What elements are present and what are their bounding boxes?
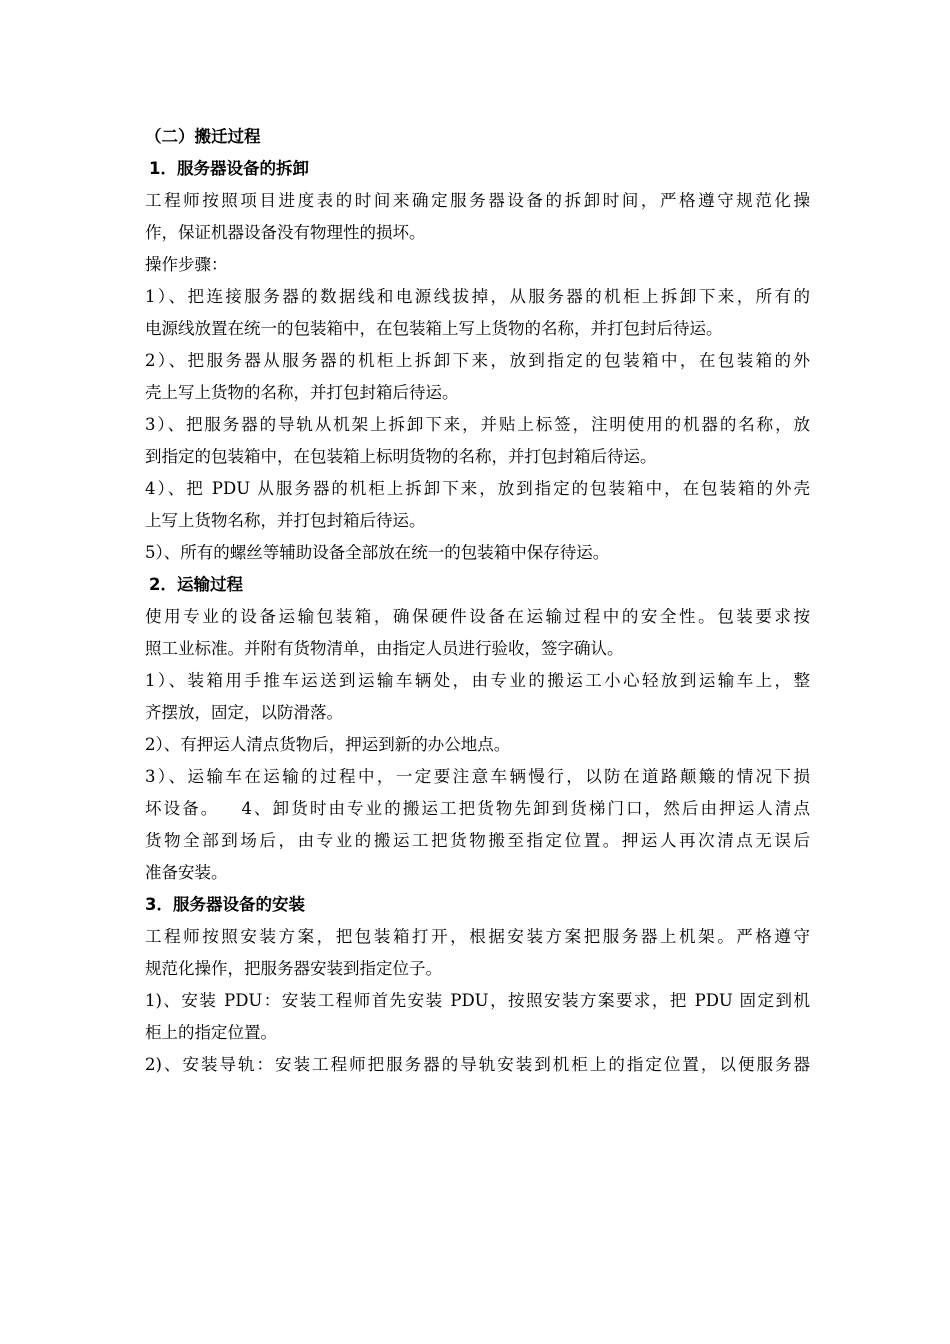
paragraph-line: 坏设备。 4、卸货时由专业的搬运工把货物先卸到货梯门口，然后由押运人清点 (145, 799, 810, 818)
paragraph-line: 柜上的指定位置。 (145, 1023, 277, 1042)
document-page (145, 121, 810, 1081)
paragraph-line: 2）、有押运人清点货物后，押运到新的办公地点。 (145, 735, 511, 754)
paragraph-line: 工程师按照项目进度表的时间来确定服务器设备的拆卸时间，严格遵守规范化操 (145, 191, 810, 210)
subsection-title-transport: 2．运输过程 (149, 575, 243, 594)
subsection-title-disassembly: 1．服务器设备的拆卸 (149, 159, 309, 178)
paragraph-line: 照工业标准。并附有货物清单，由指定人员进行验收，签字确认。 (145, 639, 624, 658)
paragraph-line: 3）、运输车在运输的过程中，一定要注意车辆慢行，以防在道路颠簸的情况下损 (145, 767, 810, 786)
step-line: 2）、把服务器从服务器的机柜上拆卸下来，放到指定的包装箱中，在包装箱的外 (145, 351, 810, 370)
paragraph-line: 工程师按照安装方案，把包装箱打开，根据安装方案把服务器上机架。严格遵守 (145, 927, 810, 946)
paragraph-line: 2)、安装导轨：安装工程师把服务器的导轨安装到机柜上的指定位置，以便服务器 (145, 1055, 810, 1074)
paragraph-line: 作，保证机器设备没有物理性的损坏。 (145, 223, 426, 242)
section-title: （二）搬迁过程 (145, 127, 261, 146)
paragraph-line: 1）、装箱用手推车运送到运输车辆处，由专业的搬运工小心轻放到运输车上，整 (145, 671, 810, 690)
subsection-title-installation: 3．服务器设备的安装 (145, 895, 305, 914)
step-line: 1）、把连接服务器的数据线和电源线拔掉，从服务器的机柜上拆卸下来，所有的 (145, 287, 810, 306)
step-line: 3）、把服务器的导轨从机架上拆卸下来，并贴上标签，注明使用的机器的名称，放 (145, 415, 810, 434)
paragraph-line: 规范化操作，把服务器安装到指定位子。 (145, 959, 442, 978)
step-line: 上写上货物名称，并打包封箱后待运。 (145, 511, 426, 530)
step-line: 5）、所有的螺丝等辅助设备全部放在统一的包装箱中保存待运。 (145, 543, 610, 562)
step-line: 4）、把 PDU 从服务器的机柜上拆卸下来，放到指定的包装箱中，在包装箱的外壳 (145, 479, 810, 498)
step-line: 电源线放置在统一的包装箱中，在包装箱上写上货物的名称，并打包封后待运。 (145, 319, 723, 338)
paragraph-line: 货物全部到场后，由专业的搬运工把货物搬至指定位置。押运人再次清点无误后 (145, 831, 810, 850)
paragraph-line: 齐摆放，固定，以防滑落。 (145, 703, 343, 722)
step-line: 到指定的包装箱中，在包装箱上标明货物的名称，并打包封箱后待运。 (145, 447, 657, 466)
steps-label: 操作步骤： (145, 255, 228, 274)
paragraph-line: 准备安装。 (145, 863, 228, 882)
step-line: 壳上写上货物的名称，并打包封箱后待运。 (145, 383, 459, 402)
paragraph-line: 1)、安装 PDU：安装工程师首先安装 PDU，按照安装方案要求，把 PDU 固定到机 (145, 991, 811, 1010)
paragraph-line: 使用专业的设备运输包装箱，确保硬件设备在运输过程中的安全性。包装要求按 (145, 607, 810, 626)
